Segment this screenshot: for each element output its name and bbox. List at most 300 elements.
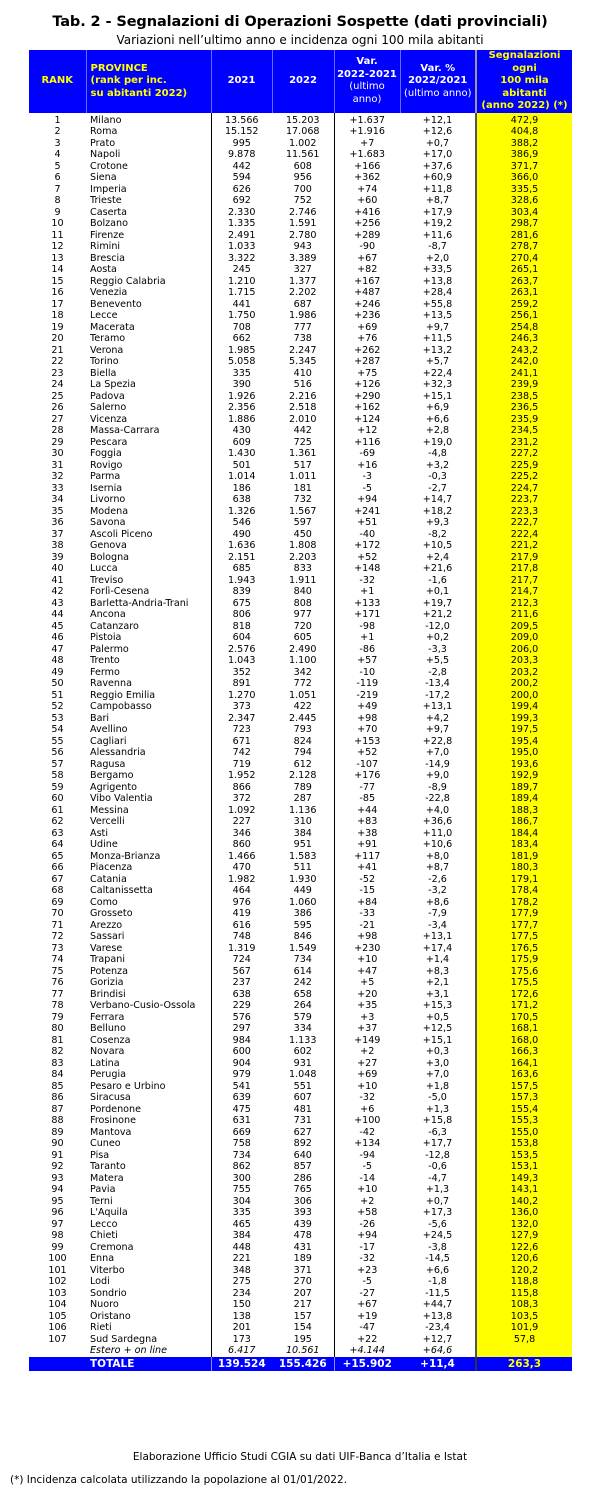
province-cell: Venezia xyxy=(90,287,128,298)
variation-pct-cell: -12,8 xyxy=(425,1149,450,1161)
province-cell: Pesaro e Urbino xyxy=(90,1080,166,1092)
value-2021-cell: 995 xyxy=(211,138,272,150)
table-row xyxy=(29,276,572,288)
value-2022-cell: 11.561 xyxy=(285,149,320,160)
value-2022-cell: 725 xyxy=(293,436,312,448)
province-cell: Salerno xyxy=(90,402,127,413)
variation-cell: +133 xyxy=(334,598,400,610)
province-cell: Reggio Emilia xyxy=(90,689,156,701)
value-2022-cell: 700 xyxy=(293,183,312,195)
variation-pct-cell: +11,0 xyxy=(422,827,453,839)
header-variation-pct xyxy=(400,50,476,113)
variation-cell: +162 xyxy=(334,402,400,414)
rank-cell: 43 xyxy=(51,597,64,609)
value-2022-cell: 777 xyxy=(293,321,312,333)
table-row xyxy=(29,253,572,265)
value-2022-cell: 189 xyxy=(293,1253,312,1264)
incidence-cell: 214,7 xyxy=(476,586,572,598)
value-2021-cell: 708 xyxy=(211,322,272,334)
rank-cell: 57 xyxy=(51,758,64,770)
incidence-cell: 175,5 xyxy=(476,977,572,989)
variation-pct-cell: -3,2 xyxy=(428,885,447,896)
value-2021-cell: 1.943 xyxy=(211,575,272,587)
value-2021-cell: 1.033 xyxy=(211,241,272,253)
rank-cell: 11 xyxy=(51,229,64,241)
table-row xyxy=(29,1173,572,1185)
header-incidence-line: Segnalazioni ogni xyxy=(488,50,561,74)
table-row xyxy=(29,632,572,644)
province-cell: Napoli xyxy=(90,149,121,160)
value-2021-cell: 373 xyxy=(211,701,272,713)
province-cell: Trapani xyxy=(90,954,125,965)
header-variation-line: Var. xyxy=(356,56,378,68)
rank-cell: 52 xyxy=(51,701,64,712)
variation-cell: -14 xyxy=(334,1173,400,1185)
variation-pct-cell: -11,5 xyxy=(425,1287,450,1299)
value-2022-cell: 951 xyxy=(293,839,312,850)
table-row xyxy=(29,1058,572,1070)
value-2021-cell: 234 xyxy=(211,1288,272,1300)
value-2022-cell: 264 xyxy=(293,1000,312,1011)
incidence-cell: 155,4 xyxy=(476,1104,572,1116)
variation-pct-cell: +4,0 xyxy=(425,804,450,816)
province-cell: Piacenza xyxy=(90,862,133,873)
province-cell: Belluno xyxy=(90,1023,126,1034)
value-2021-cell: 1.982 xyxy=(211,874,272,886)
value-2021-cell: 2.347 xyxy=(211,713,272,725)
variation-cell: +5 xyxy=(334,977,400,989)
rank-cell: 106 xyxy=(48,1322,67,1333)
rank-cell: 31 xyxy=(51,459,64,471)
incidence-cell: 153,1 xyxy=(476,1161,572,1173)
table-row xyxy=(29,1046,572,1058)
header-variation-pct-line: 2022/2021 xyxy=(408,75,468,86)
value-2022-cell: 217 xyxy=(293,1299,312,1310)
rank-cell: 71 xyxy=(51,919,64,931)
incidence-cell: 223,7 xyxy=(476,494,572,506)
incidence-cell: 200,2 xyxy=(476,678,572,690)
value-2021-cell: 470 xyxy=(211,862,272,874)
variation-pct-cell: +17,9 xyxy=(422,206,453,218)
incidence-cell: 155,0 xyxy=(476,1127,572,1139)
province-cell: Lecce xyxy=(90,310,118,321)
table-row xyxy=(29,989,572,1001)
variation-pct-cell: +22,8 xyxy=(422,735,453,747)
rank-cell: 104 xyxy=(48,1299,67,1310)
province-cell: Ragusa xyxy=(90,758,126,770)
province-cell: Campobasso xyxy=(90,701,152,712)
province-cell: Catania xyxy=(90,873,127,885)
table-row xyxy=(29,483,572,495)
variation-pct-cell: +21,2 xyxy=(422,609,453,620)
table-row xyxy=(29,851,572,863)
value-2022-cell: 1.930 xyxy=(289,873,317,885)
rank-cell: 9 xyxy=(54,206,61,218)
variation-pct-cell: +21,6 xyxy=(422,563,453,574)
variation-pct-cell: +14,7 xyxy=(422,494,453,505)
variation-pct-cell: +3,2 xyxy=(425,459,450,471)
variation-pct-cell: +17,3 xyxy=(422,1207,453,1218)
table-row xyxy=(29,816,572,828)
variation-pct-cell: +36,6 xyxy=(422,816,453,827)
variation-pct-cell: +9,7 xyxy=(425,724,450,735)
value-2021-cell: 862 xyxy=(211,1161,272,1173)
province-cell: Chieti xyxy=(90,1230,118,1241)
province-cell: Verbano-Cusio-Ossola xyxy=(90,1000,196,1011)
value-2022-cell: 195 xyxy=(293,1333,312,1345)
total-row xyxy=(29,1357,572,1371)
rank-cell: 94 xyxy=(51,1184,64,1195)
incidence-cell: 188,3 xyxy=(476,805,572,817)
variation-pct-cell: +8,6 xyxy=(425,896,450,908)
province-cell: Bologna xyxy=(90,551,130,563)
variation-pct-cell: -3,8 xyxy=(428,1241,447,1253)
value-2022-cell: 439 xyxy=(293,1218,312,1230)
province-cell: La Spezia xyxy=(90,379,136,390)
rank-cell: 77 xyxy=(51,988,64,1000)
variation-pct-cell: -3,3 xyxy=(428,643,447,655)
value-2022-cell: 386 xyxy=(293,908,312,919)
table-row xyxy=(29,149,572,161)
variation-pct-cell: +13,8 xyxy=(422,275,453,287)
province-cell: Lucca xyxy=(90,563,118,574)
value-2022-cell: 931 xyxy=(293,1057,312,1069)
variation-cell: -85 xyxy=(334,793,400,805)
variation-pct-cell: -8,7 xyxy=(428,241,447,252)
variation-cell: +67 xyxy=(334,253,400,265)
incidence-cell: 143,1 xyxy=(476,1184,572,1196)
value-2022-cell: 627 xyxy=(293,1126,312,1138)
value-2022-cell: 1.911 xyxy=(289,574,317,586)
province-cell: Benevento xyxy=(90,298,142,310)
table-footer xyxy=(29,1357,572,1371)
province-cell: Massa-Carrara xyxy=(90,425,160,436)
value-2022-cell: 1.048 xyxy=(289,1069,317,1080)
rank-cell: 99 xyxy=(51,1241,64,1253)
variation-pct-cell: +8,7 xyxy=(425,195,450,206)
incidence-cell: 298,7 xyxy=(476,218,572,230)
province-cell: Sud Sardegna xyxy=(90,1333,158,1345)
value-2022-cell: 2.247 xyxy=(289,344,317,356)
value-2022-cell: 154 xyxy=(293,1322,312,1333)
table-row xyxy=(29,207,572,219)
province-cell: Brindisi xyxy=(90,988,126,1000)
table-row xyxy=(29,1242,572,1254)
incidence-cell: 199,3 xyxy=(476,713,572,725)
variation-pct-cell: +19,2 xyxy=(422,218,453,229)
province-cell: Reggio Calabria xyxy=(90,275,166,287)
table-row xyxy=(29,172,572,184)
variation-pct-cell: -0,6 xyxy=(428,1161,447,1172)
value-2022-cell: 516 xyxy=(293,379,312,390)
table-subtitle: Variazioni nell’ultimo anno e incidenza ogni 100 mila abitanti xyxy=(116,33,484,47)
variation-cell: -32 xyxy=(334,1092,400,1104)
variation-pct-cell: -22,8 xyxy=(425,793,450,804)
variation-cell: +47 xyxy=(334,966,400,978)
rank-cell: 66 xyxy=(51,862,64,873)
province-cell: Terni xyxy=(90,1195,113,1207)
variation-pct-cell: +5,7 xyxy=(425,356,450,367)
value-2021-cell: 1.430 xyxy=(211,448,272,460)
rank-cell: 84 xyxy=(51,1069,64,1080)
variation-cell: +1 xyxy=(334,632,400,644)
province-cell: Latina xyxy=(90,1057,120,1069)
province-cell: Mantova xyxy=(90,1126,132,1138)
incidence-cell: 195,0 xyxy=(476,747,572,759)
province-cell: Vicenza xyxy=(90,413,128,425)
table-row xyxy=(29,782,572,794)
value-2021-cell: 1.466 xyxy=(211,851,272,863)
value-2022-cell: 824 xyxy=(293,735,312,747)
rank-cell: 47 xyxy=(51,643,64,655)
rank-cell: 107 xyxy=(48,1333,67,1345)
rank-cell: 49 xyxy=(51,666,64,678)
table-row xyxy=(29,529,572,541)
incidence-cell: 177,5 xyxy=(476,931,572,943)
incidence-cell: 132,0 xyxy=(476,1219,572,1231)
table-row xyxy=(29,713,572,725)
table-row xyxy=(29,506,572,518)
table-row xyxy=(29,1311,572,1323)
header-province-line: (rank per inc. xyxy=(90,75,167,86)
value-2021-cell: 419 xyxy=(211,908,272,920)
value-2022-cell: 752 xyxy=(293,195,312,206)
table-row xyxy=(29,494,572,506)
table-row xyxy=(29,690,572,702)
value-2021-cell: 1.952 xyxy=(211,770,272,782)
estero-variation: +4.144 xyxy=(334,1345,400,1357)
table-row xyxy=(29,379,572,391)
value-2021-cell: 626 xyxy=(211,184,272,196)
variation-pct-cell: +6,9 xyxy=(425,402,450,413)
table-row xyxy=(29,356,572,368)
rank-cell: 63 xyxy=(51,827,64,839)
province-cell: Viterbo xyxy=(90,1264,125,1276)
rank-cell: 22 xyxy=(51,356,64,367)
total-2021: 139.524 xyxy=(211,1357,272,1371)
incidence-cell: 164,1 xyxy=(476,1058,572,1070)
variation-cell: -5 xyxy=(334,1161,400,1173)
variation-cell: +75 xyxy=(334,368,400,380)
value-2022-cell: 605 xyxy=(293,632,312,643)
value-2022-cell: 1.808 xyxy=(289,540,317,551)
province-cell: Vercelli xyxy=(90,816,125,827)
table-row xyxy=(29,1230,572,1242)
province-cell: Rimini xyxy=(90,241,121,252)
table-row xyxy=(29,931,572,943)
variation-cell: +124 xyxy=(334,414,400,426)
incidence-cell: 136,0 xyxy=(476,1207,572,1219)
value-2021-cell: 860 xyxy=(211,839,272,851)
incidence-cell: 206,0 xyxy=(476,644,572,656)
table-row xyxy=(29,1288,572,1300)
table-row xyxy=(29,609,572,621)
province-cell: Monza-Brianza xyxy=(90,850,161,862)
rank-cell: 50 xyxy=(51,678,64,689)
incidence-cell: 217,8 xyxy=(476,563,572,575)
table-row xyxy=(29,184,572,196)
variation-cell: +230 xyxy=(334,943,400,955)
table-row xyxy=(29,368,572,380)
rank-cell: 75 xyxy=(51,965,64,977)
incidence-cell: 115,8 xyxy=(476,1288,572,1300)
incidence-cell: 122,6 xyxy=(476,1242,572,1254)
rank-cell: 39 xyxy=(51,551,64,563)
rank-cell: 80 xyxy=(51,1023,64,1034)
table-row xyxy=(29,161,572,173)
table-header xyxy=(29,50,572,113)
table-title: Tab. 2 - Segnalazioni di Operazioni Sospette (dati provinciali) xyxy=(52,14,548,30)
variation-cell: +287 xyxy=(334,356,400,368)
incidence-cell: 178,4 xyxy=(476,885,572,897)
variation-pct-cell: +17,0 xyxy=(422,149,453,160)
value-2021-cell: 464 xyxy=(211,885,272,897)
incidence-cell: 472,9 xyxy=(476,113,572,127)
table-row xyxy=(29,113,572,127)
incidence-cell: 212,3 xyxy=(476,598,572,610)
value-2021-cell: 891 xyxy=(211,678,272,690)
table-row xyxy=(29,437,572,449)
value-2022-cell: 342 xyxy=(293,666,312,678)
rank-cell: 18 xyxy=(51,310,64,321)
rank-cell: 3 xyxy=(54,137,61,149)
total-label: TOTALE xyxy=(86,1357,211,1371)
variation-pct-cell: -2,8 xyxy=(428,666,447,678)
table-row xyxy=(29,805,572,817)
variation-cell: +22 xyxy=(334,1334,400,1346)
variation-cell: +149 xyxy=(334,1035,400,1047)
rank-cell: 105 xyxy=(48,1310,67,1322)
variation-pct-cell: -6,3 xyxy=(428,1126,447,1138)
table-row xyxy=(29,1081,572,1093)
value-2022-cell: 393 xyxy=(293,1207,312,1218)
table-row xyxy=(29,678,572,690)
value-2022-cell: 579 xyxy=(293,1011,312,1023)
variation-pct-cell: +11,6 xyxy=(422,229,453,241)
variation-pct-cell: +55,8 xyxy=(422,298,453,310)
province-cell: Teramo xyxy=(90,333,126,344)
value-2022-cell: 2.203 xyxy=(289,551,317,563)
footnote: (*) Incidenza calcolata utilizzando la popolazione al 01/01/2022. xyxy=(10,1474,347,1486)
variation-cell: +16 xyxy=(334,460,400,472)
variation-pct-cell: +12,5 xyxy=(422,1023,453,1034)
variation-cell: +236 xyxy=(334,310,400,322)
table-row xyxy=(29,517,572,529)
rank-cell: 56 xyxy=(51,747,64,758)
variation-cell: +41 xyxy=(334,862,400,874)
variation-cell: -42 xyxy=(334,1127,400,1139)
value-2022-cell: 943 xyxy=(293,241,312,252)
incidence-cell: 223,3 xyxy=(476,506,572,518)
province-cell: Parma xyxy=(90,471,121,482)
total-2022: 155.426 xyxy=(272,1357,334,1371)
variation-cell: +153 xyxy=(334,736,400,748)
variation-cell: +57 xyxy=(334,655,400,667)
incidence-cell: 101,9 xyxy=(476,1322,572,1334)
rank-cell: 48 xyxy=(51,655,64,666)
variation-cell: +52 xyxy=(334,552,400,564)
rank-cell: 87 xyxy=(51,1103,64,1115)
rank-cell: 72 xyxy=(51,931,64,942)
value-2021-cell: 9.878 xyxy=(211,149,272,161)
value-2022-cell: 478 xyxy=(293,1230,312,1241)
incidence-cell: 203,3 xyxy=(476,655,572,667)
rank-cell: 89 xyxy=(51,1126,64,1138)
variation-pct-cell: +7,0 xyxy=(425,1069,450,1080)
province-cell: Cuneo xyxy=(90,1138,121,1149)
table-row xyxy=(29,747,572,759)
value-2021-cell: 465 xyxy=(211,1219,272,1231)
province-cell: Agrigento xyxy=(90,781,137,793)
variation-cell: +84 xyxy=(334,897,400,909)
table-row xyxy=(29,1035,572,1047)
table-row xyxy=(29,310,572,322)
province-cell: Pordenone xyxy=(90,1103,142,1115)
table-row xyxy=(29,1196,572,1208)
value-2022-cell: 1.060 xyxy=(289,896,317,908)
value-2021-cell: 616 xyxy=(211,920,272,932)
value-2021-cell: 724 xyxy=(211,954,272,966)
table-row xyxy=(29,1012,572,1024)
table-row xyxy=(29,586,572,598)
variation-cell: +69 xyxy=(334,1069,400,1081)
variation-cell: +176 xyxy=(334,770,400,782)
province-cell: Ascoli Piceno xyxy=(90,528,153,540)
variation-cell: +38 xyxy=(334,828,400,840)
province-cell: Pistoia xyxy=(90,632,122,643)
table-row xyxy=(29,1276,572,1288)
province-cell: Frosinone xyxy=(90,1115,137,1126)
rank-cell: 79 xyxy=(51,1011,64,1023)
incidence-cell: 172,6 xyxy=(476,989,572,1001)
value-2021-cell: 348 xyxy=(211,1265,272,1277)
table-row xyxy=(29,575,572,587)
value-2022-cell: 640 xyxy=(293,1149,312,1161)
incidence-cell: 153,8 xyxy=(476,1138,572,1150)
incidence-cell: 335,5 xyxy=(476,184,572,196)
province-cell: Potenza xyxy=(90,965,128,977)
value-2022-cell: 15.203 xyxy=(285,114,320,126)
incidence-cell: 235,9 xyxy=(476,414,572,426)
header-variation-pct-note: (ultimo anno) xyxy=(403,87,472,99)
value-2021-cell: 1.335 xyxy=(211,218,272,230)
incidence-cell: 303,4 xyxy=(476,207,572,219)
province-cell: Pavia xyxy=(90,1184,116,1195)
value-2021-cell: 638 xyxy=(211,989,272,1001)
value-2022-cell: 410 xyxy=(293,367,312,379)
province-cell: Savona xyxy=(90,517,126,528)
table-row xyxy=(29,1092,572,1104)
variation-cell: +23 xyxy=(334,1265,400,1277)
table-row xyxy=(29,1127,572,1139)
variation-pct-cell: +12,1 xyxy=(422,114,453,126)
province-cell: Treviso xyxy=(90,574,124,586)
variation-cell: -33 xyxy=(334,908,400,920)
header-variation-pct-line: Var. % xyxy=(420,62,456,74)
value-2022-cell: 2.010 xyxy=(289,413,317,425)
rank-cell: 35 xyxy=(51,505,64,517)
value-2022-cell: 270 xyxy=(293,1276,312,1287)
value-2021-cell: 3.322 xyxy=(211,253,272,265)
incidence-cell: 222,7 xyxy=(476,517,572,529)
variation-cell: +362 xyxy=(334,172,400,184)
value-2022-cell: 2.128 xyxy=(289,770,317,781)
variation-pct-cell: +0,7 xyxy=(425,137,450,149)
variation-pct-cell: +2,4 xyxy=(425,551,450,563)
estero-2021: 6.417 xyxy=(211,1345,272,1357)
incidence-cell: 184,4 xyxy=(476,828,572,840)
variation-pct-cell: +13,1 xyxy=(422,701,453,712)
